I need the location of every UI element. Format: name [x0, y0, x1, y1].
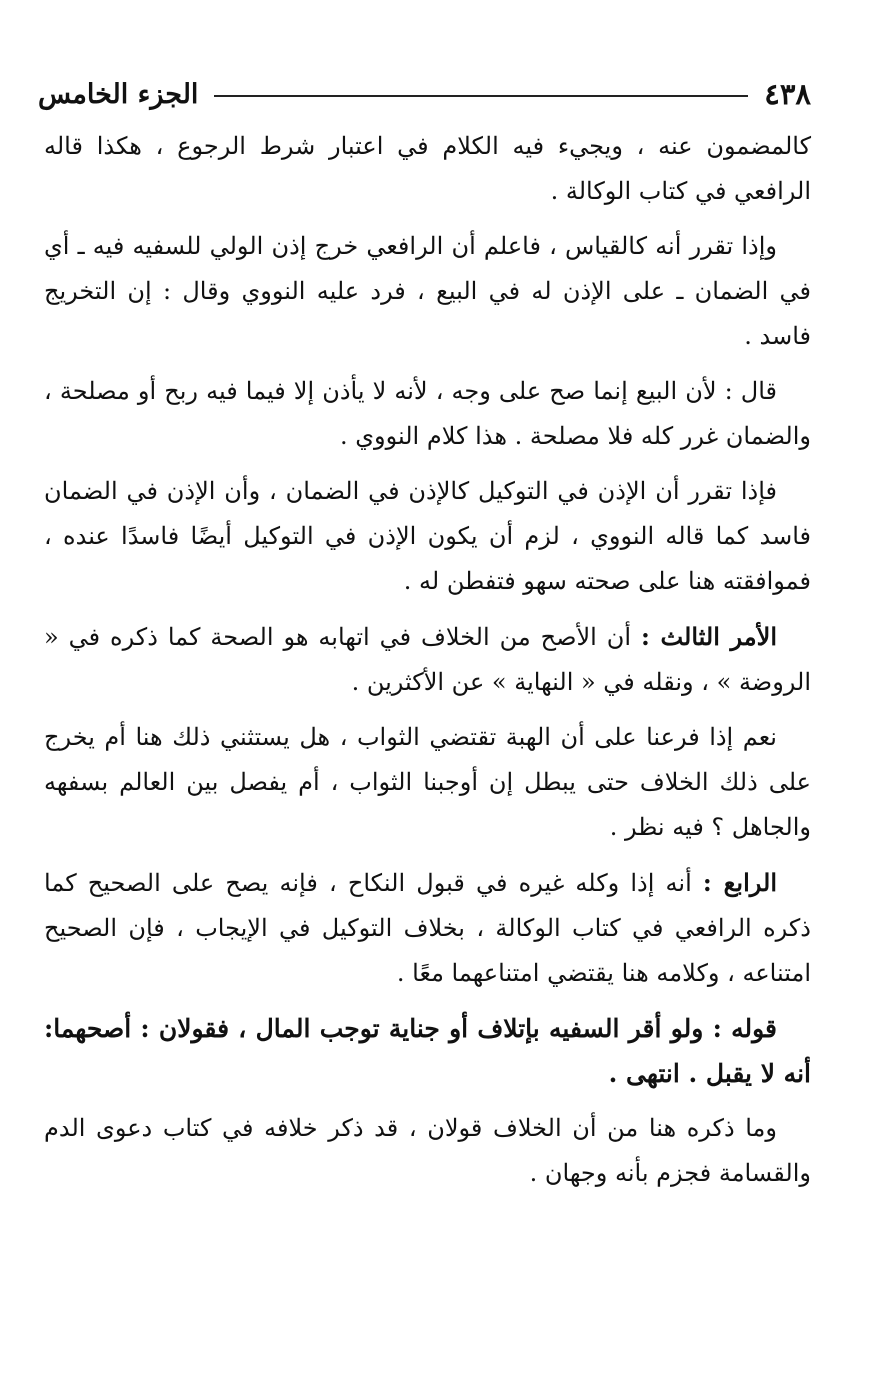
paragraph-4: [44, 469, 811, 604]
paragraph-text: وإذا تقرر أنه كالقياس ، فاعلم أن الرافعي خرج إذن الولي للسفيه فيه ـ أي في الضمان ـ على الإذن له في البيع ، فرد عليه النووي وقال : إن التخريج فاسد .: [44, 232, 812, 350]
header-rule: [214, 95, 748, 97]
paragraph-text: نعم إذا فرعنا على أن الهبة تقتضي الثواب ، هل يستثني ذلك هنا أم يخرج على ذلك الخلاف حتى يبطل إن أوجبنا الثواب ، أم يفصل بين العالم بسفهه والجاهل ؟ فيه نظر .: [44, 723, 811, 841]
paragraph-9: [44, 1106, 811, 1196]
paragraph-text: أن الأصح من الخلاف في اتهابه هو الصحة كما ذكره في « الروضة » ، ونقله في « النهاية » عن الأكثرين .: [44, 623, 811, 696]
paragraph-2: [44, 224, 811, 359]
paragraph-text: كالمضمون عنه ، ويجيء فيه الكلام في اعتبار شرط الرجوع ، هكذا قاله الرافعي في كتاب الوكالة .: [44, 132, 811, 205]
page-number: ٤٣٨: [764, 77, 811, 111]
running-title: الجزء الخامس: [38, 78, 199, 110]
paragraph-1: [44, 124, 811, 214]
paragraph-3: [44, 369, 811, 459]
paragraph-text: فإذا تقرر أن الإذن في التوكيل كالإذن في الضمان ، وأن الإذن في الضمان فاسد كما قاله النووي ، لزم أن يكون الإذن في التوكيل أيضًا فاسدًا عنده ، فموافقته هنا على صحته سهو فتفطن له .: [44, 477, 811, 595]
paragraph-text: قال : لأن البيع إنما صح على وجه ، لأنه لا يأذن إلا فيما فيه ربح أو مصلحة ، والضمان غرر كله فلا مصلحة . هذا كلام النووي .: [44, 377, 811, 450]
paragraph-text: أنه إذا وكله غيره في قبول النكاح ، فإنه يصح على الصحيح كما ذكره الرافعي في كتاب الوكالة ، بخلاف التوكيل في الإيجاب ، فإن الصحيح امتناعه ، وكلامه هنا يقتضي امتناعهما معًا .: [44, 869, 811, 987]
paragraph-5: [44, 614, 811, 705]
paragraph-text: وما ذكره هنا من أن الخلاف قولان ، قد ذكر خلافه في كتاب دعوى الدم والقسامة فجزم بأنه وجهان .: [44, 1114, 811, 1187]
paragraph-text: قوله : ولو أقر السفيه بإتلاف أو جناية توجب المال ، فقولان : أصحهما: أنه لا يقبل . انتهى .: [44, 1014, 811, 1088]
paragraph-6: [44, 715, 811, 850]
section-heading: الرابع :: [702, 868, 778, 897]
paragraph-7: [44, 860, 811, 996]
page-header: [38, 72, 811, 116]
section-heading: الأمر الثالث :: [640, 622, 777, 651]
page-body: [44, 124, 811, 1206]
quoted-statement: [44, 1006, 811, 1096]
